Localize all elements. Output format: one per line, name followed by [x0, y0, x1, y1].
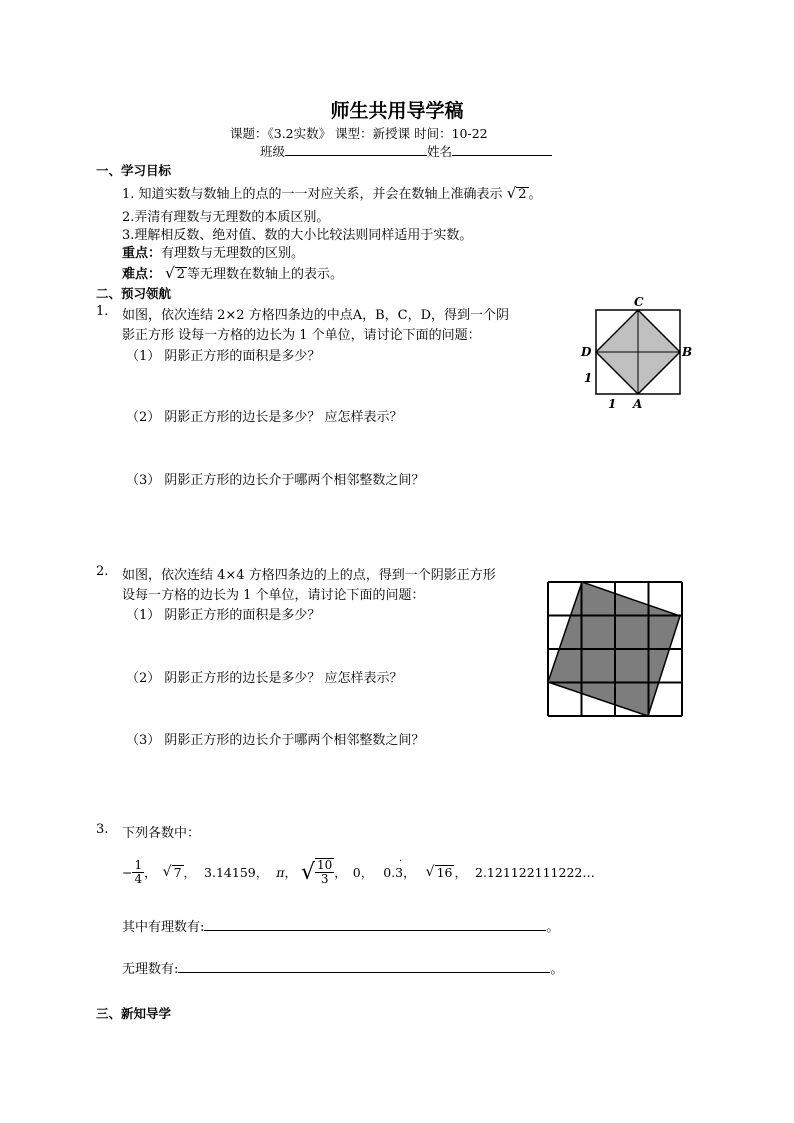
q1-number: 1.	[96, 304, 109, 319]
goal-1: 1. 知道实数与数轴上的点的一一对应关系，并会在数轴上准确表示 √ 2 。	[122, 184, 542, 202]
sqrt-16: 16	[436, 865, 453, 880]
label-c: C	[634, 295, 644, 309]
irrational-answer-blank[interactable]	[178, 960, 550, 973]
irrational-line: 无理数有: 。	[122, 962, 564, 977]
q2-number: 2.	[96, 564, 109, 579]
q1-sub2: （2） 阴影正方形的边长是多少？ 应怎样表示？	[126, 410, 403, 425]
page-title: 师生共用导学稿	[330, 100, 464, 122]
sqrt-ten-thirds: $\frac{10}{3}$	[317, 858, 333, 886]
section3-heading: 三、新知导学	[96, 1006, 172, 1021]
q2-sub2: （2） 阴影正方形的边长是多少？ 应怎样表示？	[126, 671, 403, 686]
class-label: 班级	[260, 144, 286, 159]
figure-4x4-grid	[540, 576, 690, 722]
q2-line1: 如图，依次连结 4×4 方格四条边的上的点，得到一个阴影正方形	[122, 568, 496, 583]
q1-sub1: （1） 阴影正方形的面积是多少？	[126, 349, 321, 364]
q3-number: 3.	[96, 822, 109, 837]
q3-intro: 下列各数中：	[122, 826, 201, 841]
q1-sub3: （3） 阴影正方形的边长介于哪两个相邻整数之间？	[126, 473, 425, 488]
q2-sub1: （1） 阴影正方形的面积是多少？	[126, 608, 321, 623]
goal-2: 2.弄清有理数与无理数的本质区别。	[122, 210, 330, 225]
sqrt-7: 7	[173, 865, 182, 880]
label-b: B	[682, 345, 693, 359]
pi-symbol: π	[276, 864, 285, 880]
difficult-point: 难点： √ 2 等无理数在数轴上的表示。	[122, 264, 344, 282]
figure-2x2-grid	[572, 292, 698, 414]
q2-line2: 设每一方格的边长为 1 个单位，请讨论下面的问题：	[122, 588, 425, 603]
label-d: D	[581, 345, 592, 359]
name-blank[interactable]	[452, 143, 552, 156]
class-blank[interactable]	[285, 143, 427, 156]
q1-line2: 影正方形 设每一方格的边长为 1 个单位，请讨论下面的问题：	[122, 328, 481, 343]
key-point: 重点：有理数与无理数的区别。	[122, 246, 305, 261]
fraction-one-quarter: $\frac{1}{4}$	[134, 857, 143, 886]
section1-heading: 一、学习目标	[96, 163, 172, 178]
q3-number-list: − $\frac{1}{4}$ ， √ 7 ， 3.14159， π ， √ $\frac{10}{3}$ ， 0， 0.3 · ， √ 16 ， 2.121122111222…	[122, 855, 595, 886]
label-a: A	[633, 397, 643, 411]
course-line: 课题：《3.2实数》 课型：新授课 时间：10-22	[230, 126, 488, 141]
q2-sub3: （3） 阴影正方形的边长介于哪两个相邻整数之间？	[126, 733, 425, 748]
name-label: 姓名	[427, 144, 453, 159]
rational-line: 其中有理数有: 。	[122, 920, 560, 935]
section2-heading: 二、预习领航	[96, 286, 172, 301]
repeating-decimal: 0.3 ·	[383, 855, 404, 880]
class-name-line	[260, 142, 552, 160]
sqrt-2: 2	[518, 187, 527, 202]
label-one-left: 1	[584, 371, 593, 385]
rational-answer-blank[interactable]	[204, 918, 546, 931]
label-one-bottom: 1	[608, 397, 617, 411]
q1-line1: 如图，依次连结 2×2 方格四条边的中点A，B，C，D，得到一个阴	[122, 308, 510, 323]
goal-3: 3.理解相反数、绝对值、数的大小比较法则同样适用于实数。	[122, 228, 473, 243]
